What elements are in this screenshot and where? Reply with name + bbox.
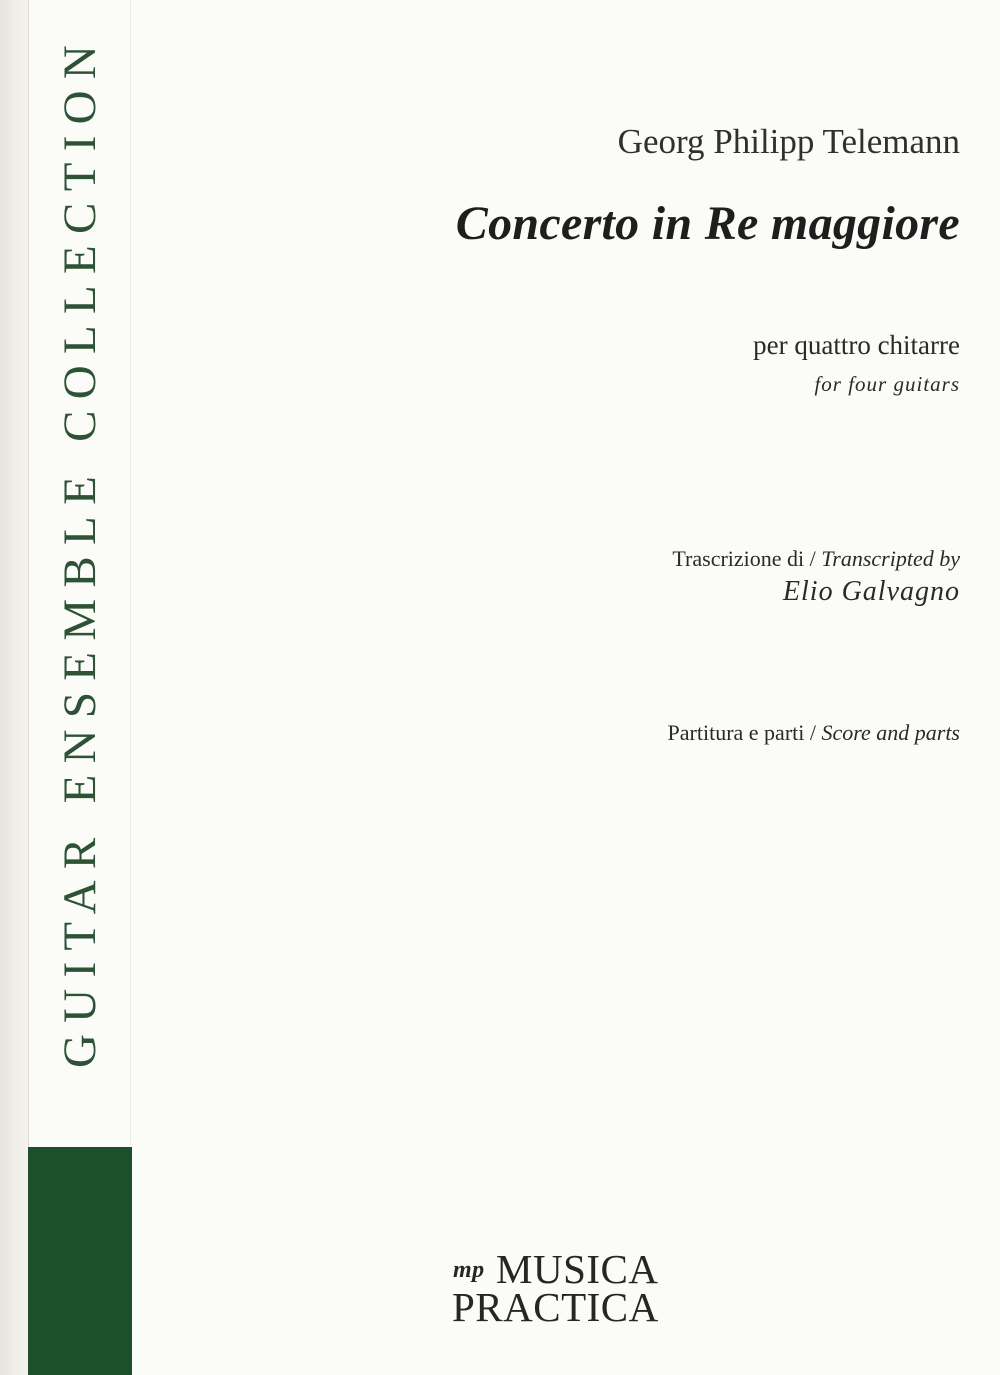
instrumentation-italian: per quattro chitarre (753, 330, 960, 360)
instrumentation-english: for four guitars (814, 372, 960, 396)
svg-text:mp: mp (453, 1257, 485, 1283)
work-title: Concerto in Re maggiore (455, 197, 960, 250)
transcription-credit-line (672, 546, 960, 572)
publisher-mp-icon (452, 1255, 494, 1283)
series-title: GUITAR ENSEMBLE COLLECTION (54, 33, 106, 1068)
publisher-name-practica: PRACTICA (452, 1284, 659, 1330)
composer-name: Georg Philipp Telemann (617, 122, 960, 161)
publisher-line-1 (452, 1246, 712, 1292)
publisher-logo (452, 1246, 712, 1330)
format-label-english: Score and parts (821, 720, 960, 745)
arranger-name: Elio Galvagno (782, 576, 960, 607)
format-label-italian: Partitura e parti / (667, 720, 816, 745)
series-color-block (28, 1147, 132, 1375)
transcription-label-italian: Trascrizione di / (672, 546, 816, 571)
transcription-label-english: Transcripted by (821, 546, 960, 571)
spine-edge (0, 0, 29, 1375)
edition-format-line (668, 720, 960, 746)
publisher-name-musica: MUSICA (496, 1246, 659, 1292)
